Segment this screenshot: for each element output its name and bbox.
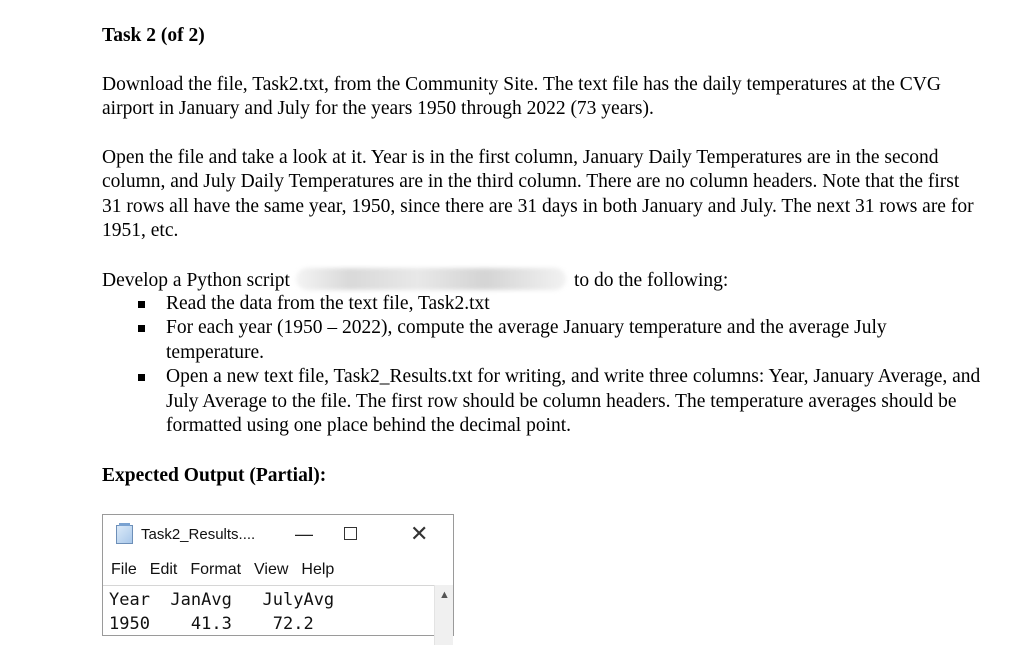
redacted-blur [296,268,566,290]
scroll-up-icon[interactable]: ▲ [439,589,450,601]
list-item [102,316,982,365]
bullet-square-icon [138,301,145,308]
maximize-icon[interactable] [344,527,357,540]
intro-paragraph: Download the file, Task2.txt, from the Community Site. The text file has the daily temperatures at the CVG airport in January and July for the years 1950 through 2022 (73 years). [102,74,941,120]
menu-view[interactable]: View [254,561,289,578]
notepad-title: Task2_Results.... [141,526,256,543]
requirements-list [102,292,982,438]
menu-edit[interactable]: Edit [149,561,178,578]
bullet-text: Read the data from the text file, Task2.txt [166,293,490,314]
text-line-1950: 1950 41.3 72.2 [109,614,314,634]
text-line-header: Year JanAvg JulyAvg [109,590,335,610]
task-title: Task 2 (of 2) [102,25,205,46]
menu-help[interactable]: Help [301,561,335,578]
notepad-titlebar[interactable] [103,515,453,555]
bullet-square-icon [138,374,145,381]
minimize-icon[interactable]: — [295,524,313,544]
close-icon[interactable]: ✕ [410,521,429,546]
menu-file[interactable]: File [111,561,137,578]
develop-text-after: to do the following: [573,270,729,291]
bullet-text: Open a new text file, Task2_Results.txt for writing, and write three columns: Year, January Average, and July Average to the file. The first row should be column headers. The temperature averages should be formatted using one place behind the decimal point. [166,366,981,437]
develop-instruction [102,268,982,293]
notepad-text-area[interactable] [103,585,434,646]
develop-text-before: Develop a Python script [102,270,290,291]
bullet-text: For each year (1950 – 2022), compute the average January temperature and the average July temperature. [166,317,887,363]
menu-format[interactable]: Format [190,561,242,578]
list-item [102,365,982,438]
notepad-icon [116,525,133,544]
list-item [102,292,982,316]
bullet-square-icon [138,325,145,332]
vertical-scrollbar[interactable] [434,585,453,645]
notepad-menubar [111,561,347,579]
expected-output-heading: Expected Output (Partial): [102,465,327,486]
file-description-paragraph: Open the file and take a look at it. Year is in the first column, January Daily Temperatures are in the second column, and July Daily Temperatures are in the third column. There are no column headers. Note that the first 31 rows all have the same year, 1950, since there are 31 days in both January and July. The next 31 rows are for 1951, etc. [102,147,974,242]
notepad-window [102,514,454,636]
